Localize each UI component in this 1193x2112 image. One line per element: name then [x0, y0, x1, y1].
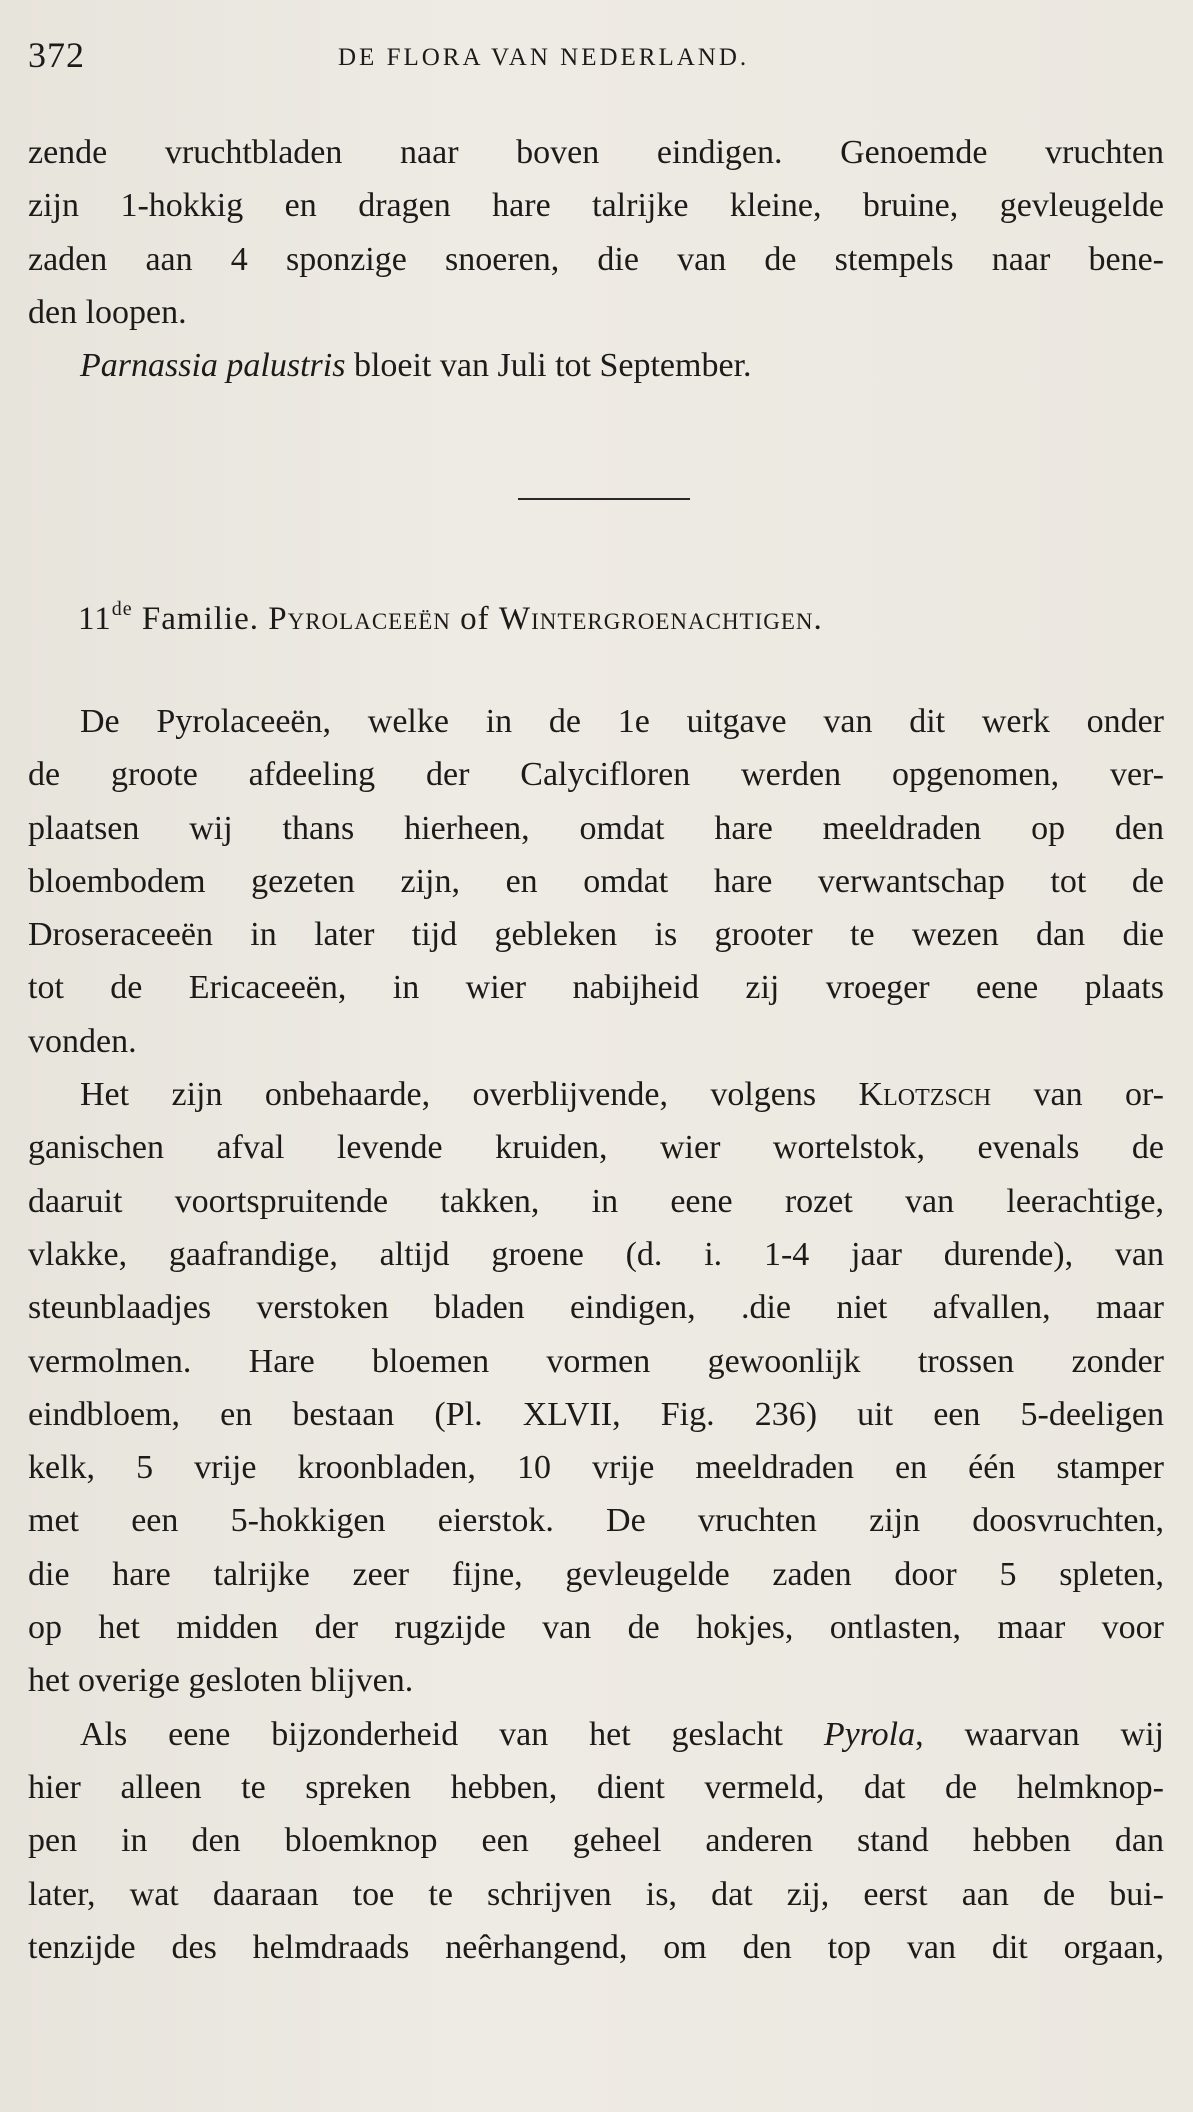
text-line: vermolmen. Hare bloemen vormen gewoonlijk trossen zonder	[28, 1342, 1164, 1380]
text-line: den loopen.	[28, 293, 187, 331]
text-line: vlakke, gaafrandige, altijd groene (d. i. 1-4 jaar durende), van	[28, 1235, 1164, 1273]
text-line: plaatsen wij thans hierheen, omdat hare meeldraden op den	[28, 809, 1164, 847]
section-divider	[518, 498, 690, 500]
text-line: tot de Ericaceeën, in wier nabijheid zij vroeger eene plaats	[28, 969, 1164, 1007]
text-line: later, wat daaraan toe te schrijven is, dat zij, eerst aan de bui-	[28, 1875, 1164, 1913]
text-span: bloeit van Juli tot September.	[345, 347, 752, 385]
heading-alt-name: Wintergroenachtigen.	[498, 601, 823, 637]
text-line: zaden aan 4 sponzige snoeren, die van de stempels naar bene-	[28, 240, 1164, 278]
page-header	[28, 34, 1165, 84]
main-text-block	[28, 695, 1164, 1974]
heading-ordinal: 11	[78, 601, 112, 637]
text-line: bloembodem gezeten zijn, en omdat hare verwantschap tot de	[28, 862, 1164, 900]
text-span: Het zijn onbehaarde, overblijvende, volgens	[80, 1076, 859, 1114]
text-line: zijn 1-hokkig en dragen hare talrijke kleine, bruine, gevleugelde	[28, 187, 1164, 225]
text-line: ganischen afval levende kruiden, wier wortelstok, evenals de	[28, 1129, 1164, 1167]
heading-family: Familie.	[132, 601, 269, 637]
page-number: 372	[28, 35, 85, 75]
text-line: vonden.	[28, 1022, 137, 1060]
species-name: Parnassia palustris	[80, 347, 346, 385]
text-span: , waarvan wij	[915, 1715, 1164, 1753]
text-span: Als eene bijzonderheid van het geslacht	[80, 1715, 824, 1753]
text-line: die hare talrijke zeer fijne, gevleugelde zaden door 5 spleten,	[28, 1555, 1164, 1593]
author-name: Klotzsch	[858, 1076, 992, 1114]
text-span: van or-	[991, 1076, 1164, 1114]
heading-family-name: Pyrolaceeën	[268, 601, 451, 637]
text-line: De Pyrolaceeën, welke in de 1e uitgave van dit werk onder	[80, 703, 1164, 740]
text-line: eindbloem, en bestaan (Pl. XLVII, Fig. 236) uit een 5-deeligen	[28, 1395, 1164, 1433]
heading-connector: of	[450, 601, 499, 637]
text-line: op het midden der rugzijde van de hokjes, ontlasten, maar voor	[28, 1609, 1164, 1647]
text-line: daaruit voortspruitende takken, in eene rozet van leerachtige,	[28, 1182, 1164, 1220]
text-line: tenzijde des helmdraads neêrhangend, om den top van dit orgaan,	[28, 1928, 1164, 1966]
heading-ordinal-suffix: de	[111, 598, 133, 620]
text-line	[28, 1068, 1164, 1121]
text-line: zende vruchtbladen naar boven eindigen. Genoemde vruchten	[28, 134, 1164, 171]
genus-name: Pyrola	[823, 1715, 916, 1753]
text-line: het overige gesloten blijven.	[28, 1662, 414, 1700]
section-heading	[78, 598, 823, 638]
top-text-block	[28, 126, 1164, 392]
text-line: de groote afdeeling der Calycifloren werden opgenomen, ver-	[28, 756, 1164, 794]
text-line: kelk, 5 vrije kroonbladen, 10 vrije meeldraden en één stamper	[28, 1449, 1164, 1487]
running-head: DE FLORA VAN NEDERLAND.	[338, 44, 750, 71]
parnassia-line	[28, 339, 1164, 392]
text-line: hier alleen te spreken hebben, dient vermeld, dat de helmknop-	[28, 1768, 1164, 1806]
text-line: Droseraceeën in later tijd gebleken is grooter te wezen dan die	[28, 916, 1164, 954]
text-line: steunblaadjes verstoken bladen eindigen, .die niet afvallen, maar	[28, 1289, 1164, 1327]
text-line: met een 5-hokkigen eierstok. De vruchten zijn doosvruchten,	[28, 1502, 1164, 1540]
text-line	[28, 1708, 1164, 1761]
text-line: pen in den bloemknop een geheel anderen stand hebben dan	[28, 1822, 1164, 1860]
